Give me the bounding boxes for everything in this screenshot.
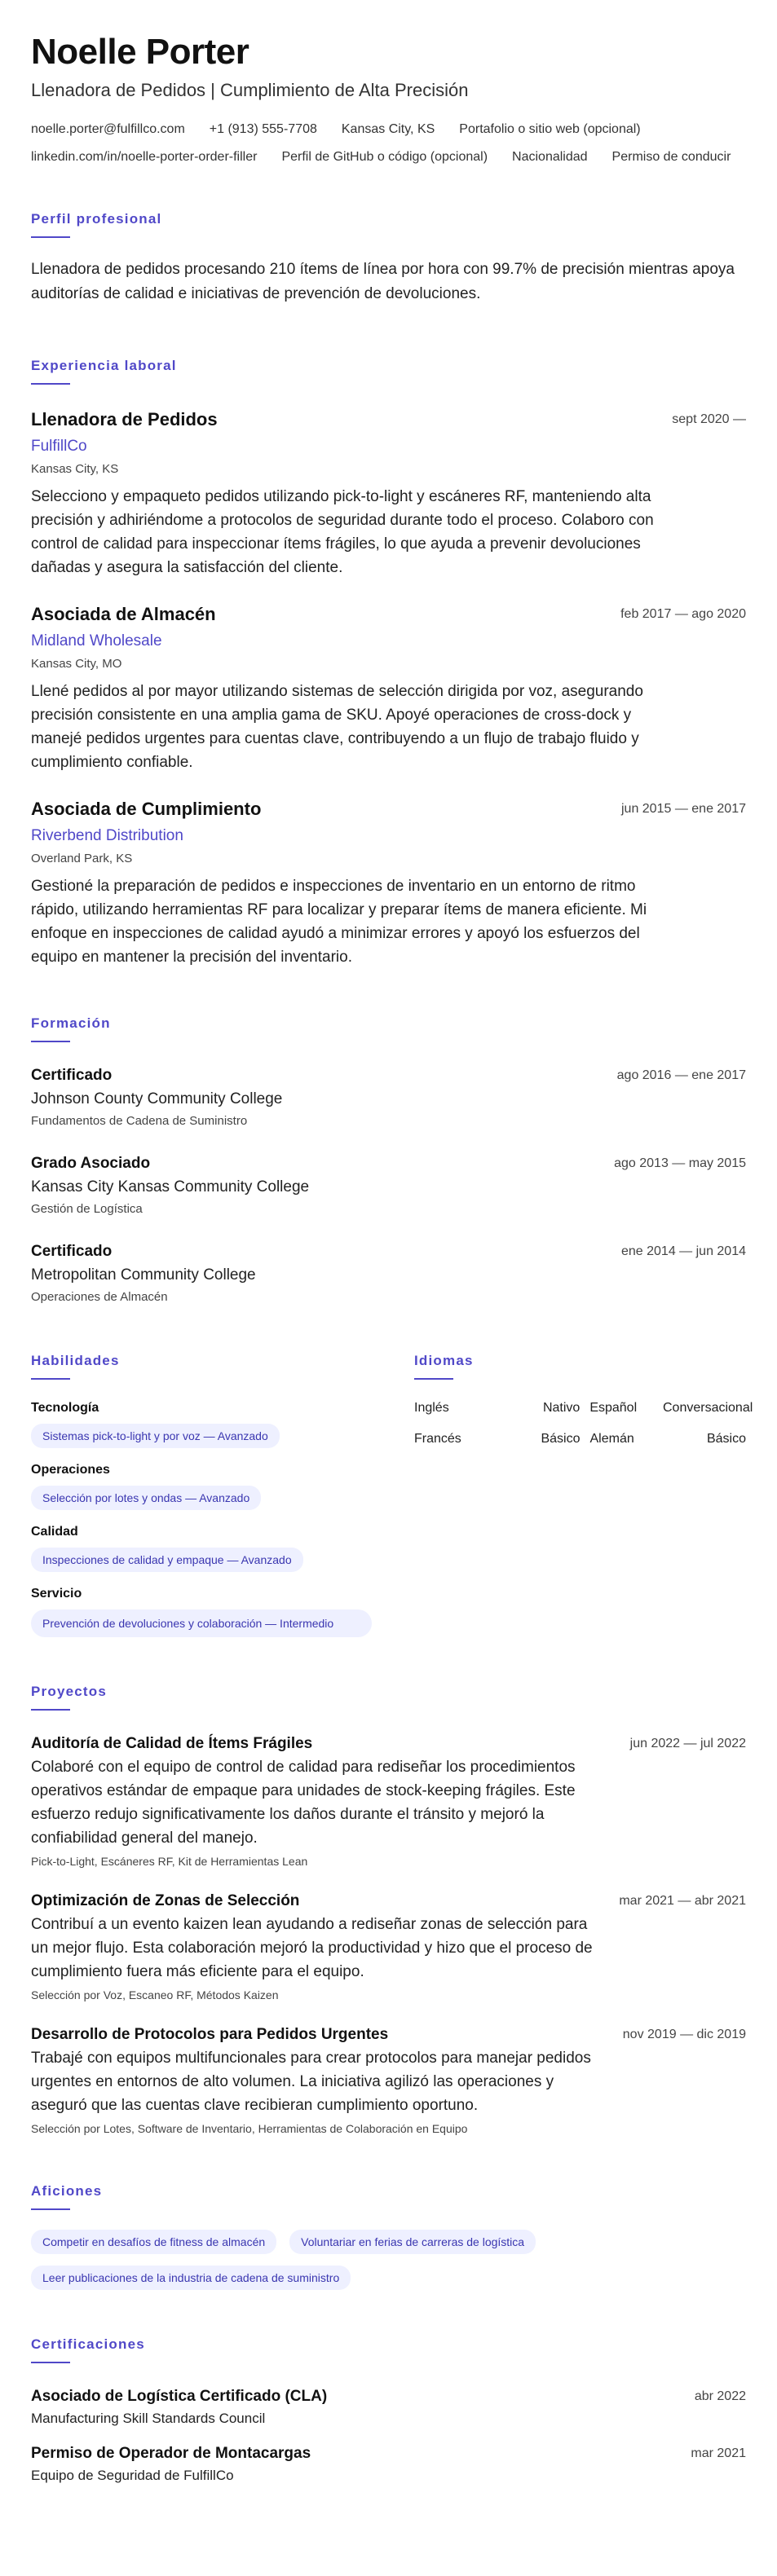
hobbies-section [31, 2182, 746, 2290]
skill-tag: Sistemas pick-to-light y por voz — Avanzado [31, 1424, 280, 1448]
education-degree: Certificado [31, 1243, 113, 1260]
certification-issuer: Equipo de Seguridad de FulfillCo [31, 2468, 234, 2483]
language-row [414, 1399, 753, 1417]
job-company: FulfillCo [31, 438, 87, 455]
certifications-section [31, 2336, 746, 2486]
contact-github[interactable]: Perfil de GitHub o código (opcional) [281, 150, 488, 164]
project-item [31, 2024, 746, 2137]
education-school: Kansas City Kansas Community College [31, 1178, 310, 1196]
education-school: Metropolitan Community College [31, 1266, 256, 1284]
skill-group [31, 1585, 414, 1637]
skill-tag: Prevención de devoluciones y colaboración — Intermedio [31, 1609, 372, 1637]
job-dates: sept 2020 — [672, 412, 746, 426]
section-title-certifications: Certificaciones [31, 2336, 145, 2352]
project-dates: nov 2019 — dic 2019 [622, 2028, 746, 2041]
project-description: Colaboré con el equipo de control de calidad para rediseñar los procedimientos operativos estándar de empaque para unidades de stock-keeping frágiles. Este esfuerzo redujo significativamente los daños durante el tránsito y mejoró la confiabilidad general del manejo. [31, 1759, 576, 1847]
skill-tag: Inspecciones de calidad y empaque — Avanzado [31, 1548, 303, 1572]
education-item [31, 1153, 746, 1218]
education-dates: ago 2016 — ene 2017 [616, 1068, 746, 1082]
hobby-list [31, 2230, 634, 2290]
project-tech: Pick-to-Light, Escáneres RF, Kit de Herramientas Lean [31, 1855, 308, 1868]
project-dates: jun 2022 — jul 2022 [629, 1737, 746, 1750]
skill-group [31, 1461, 414, 1510]
job-title: Asociada de Almacén [31, 604, 216, 624]
skill-category: Operaciones [31, 1463, 110, 1477]
job-description: Gestioné la preparación de pedidos e inspecciones de inventario en un entorno de ritmo rápido, utilizando herramientas RF para localizar y preparar ítems de manera eficiente. Mi enfoque en inspecciones de calidad ayudó a minimizar errores y apoyó los esfuerzos del equipo en mantener la precisión del inventario. [31, 878, 647, 966]
language-level: Básico [706, 1432, 747, 1446]
skill-category: Calidad [31, 1525, 78, 1539]
project-item [31, 1891, 746, 2003]
language-name: Español [589, 1401, 638, 1415]
section-divider [31, 1709, 70, 1711]
job-company: Midland Wholesale [31, 632, 162, 650]
language-name: Francés [414, 1432, 461, 1446]
education-degree: Grado Asociado [31, 1155, 151, 1172]
job-title: Llenadora de Pedidos [31, 409, 218, 429]
language-level: Básico [541, 1432, 581, 1446]
section-title-education: Formación [31, 1015, 111, 1031]
languages-section [414, 1352, 753, 1637]
project-description: Contribuí a un evento kaizen lean ayudando a rediseñar zonas de selección para un mejor flujo. Esta colaboración mejoró la productividad y hizo que el proceso de cumplimiento fuera más eficiente para el equipo. [31, 1916, 593, 1980]
education-item [31, 1065, 746, 1130]
contact-email[interactable]: noelle.porter@fulfillco.com [31, 122, 185, 136]
project-title: Auditoría de Calidad de Ítems Frágiles [31, 1735, 313, 1752]
profile-section [31, 210, 746, 306]
section-divider [414, 1378, 453, 1380]
job-company: Riverbend Distribution [31, 827, 183, 844]
section-title-projects: Proyectos [31, 1684, 108, 1699]
language-row [414, 1430, 746, 1448]
education-field: Fundamentos de Cadena de Suministro [31, 1114, 248, 1128]
contact-nationality: Nacionalidad [512, 150, 588, 164]
section-divider [31, 2362, 70, 2363]
section-divider [31, 1041, 70, 1042]
education-school: Johnson County Community College [31, 1090, 283, 1107]
experience-item [31, 797, 746, 969]
skill-category: Servicio [31, 1587, 82, 1601]
hobby-tag: Competir en desafíos de fitness de almacén [31, 2230, 276, 2254]
job-dates: feb 2017 — ago 2020 [620, 607, 746, 621]
job-dates: jun 2015 — ene 2017 [620, 802, 746, 816]
experience-item [31, 602, 746, 774]
certification-item [31, 2386, 746, 2428]
skill-tag: Selección por lotes y ondas — Avanzado [31, 1486, 261, 1510]
job-location: Kansas City, MO [31, 657, 122, 671]
certification-date: abr 2022 [694, 2389, 746, 2403]
language-name: Alemán [589, 1432, 634, 1446]
education-section [31, 1015, 746, 1306]
skill-group [31, 1523, 414, 1572]
certification-date: mar 2021 [691, 2446, 746, 2460]
certification-item [31, 2443, 746, 2486]
project-item [31, 1733, 746, 1869]
projects-section [31, 1683, 746, 2137]
profile-summary: Llenadora de pedidos procesando 210 ítems de línea por hora con 99.7% de precisión mientras apoya auditorías de calidad e iniciativas de prevención de devoluciones. [31, 261, 735, 302]
section-title-experience: Experiencia laboral [31, 358, 177, 373]
contact-list [31, 121, 746, 166]
job-description: Selecciono y empaqueto pedidos utilizando pick-to-light y escáneres RF, manteniendo alta precisión y adhiriéndome a protocolos de seguridad durante todo el proceso. Colaboro con control de calidad para inspeccionar ítems frágiles, lo que ayuda a prevenir devoluciones dañadas y asegura la satisfacción del cliente. [31, 488, 654, 576]
certification-issuer: Manufacturing Skill Standards Council [31, 2411, 266, 2426]
skills-section [31, 1352, 414, 1637]
experience-section [31, 357, 746, 969]
education-item [31, 1241, 746, 1306]
skill-category: Tecnología [31, 1401, 99, 1415]
experience-item [31, 407, 746, 579]
contact-linkedin[interactable]: linkedin.com/in/noelle-porter-order-filler [31, 150, 258, 164]
project-title: Optimización de Zonas de Selección [31, 1892, 300, 1909]
job-title: Asociada de Cumplimiento [31, 799, 262, 819]
language-level: Conversacional [663, 1401, 753, 1415]
section-title-skills: Habilidades [31, 1353, 120, 1368]
contact-location: Kansas City, KS [341, 122, 435, 136]
language-name: Inglés [414, 1401, 449, 1415]
project-description: Trabajé con equipos multifuncionales para crear protocolos para manejar pedidos urgentes en entornos de alto volumen. La iniciativa agilizó las operaciones y aseguró que las cuentas clave recibieran cumplimiento oportuno. [31, 2050, 591, 2114]
certification-name: Asociado de Logística Certificado (CLA) [31, 2388, 328, 2405]
section-divider [31, 383, 70, 385]
candidate-headline: Llenadora de Pedidos | Cumplimiento de Alta Precisión [31, 80, 469, 100]
section-title-profile: Perfil profesional [31, 211, 162, 227]
certification-name: Permiso de Operador de Montacargas [31, 2445, 311, 2462]
candidate-name: Noelle Porter [31, 32, 249, 72]
contact-driving-license: Permiso de conducir [611, 150, 731, 164]
section-title-hobbies: Aficiones [31, 2183, 103, 2199]
project-dates: mar 2021 — abr 2021 [619, 1894, 746, 1908]
project-tech: Selección por Lotes, Software de Inventario, Herramientas de Colaboración en Equipo [31, 2122, 468, 2135]
project-title: Desarrollo de Protocolos para Pedidos Urgentes [31, 2026, 389, 2043]
hobby-tag: Voluntariar en ferias de carreras de logística [289, 2230, 536, 2254]
skill-group [31, 1399, 414, 1448]
hobby-tag: Leer publicaciones de la industria de cadena de suministro [31, 2266, 351, 2290]
job-location: Overland Park, KS [31, 852, 133, 865]
section-title-languages: Idiomas [414, 1353, 474, 1368]
education-degree: Certificado [31, 1067, 113, 1084]
skills-languages-row [31, 1352, 753, 1637]
section-divider [31, 1378, 70, 1380]
job-description: Llené pedidos al por mayor utilizando sistemas de selección dirigida por voz, asegurando precisión consistente en una amplia gama de SKU. Apoyé operaciones de cross-dock y manejé pedidos urgentes para cuentas clave, contribuyendo a un flujo de trabajo fluido y cumplimiento confiable. [31, 683, 643, 771]
project-tech: Selección por Voz, Escaneo RF, Métodos Kaizen [31, 1988, 279, 2001]
language-level: Nativo [542, 1401, 581, 1415]
section-divider [31, 236, 70, 238]
education-field: Operaciones de Almacén [31, 1290, 168, 1304]
section-divider [31, 2208, 70, 2210]
contact-phone[interactable]: +1 (913) 555-7708 [209, 122, 317, 136]
job-location: Kansas City, KS [31, 462, 119, 476]
education-dates: ago 2013 — may 2015 [614, 1156, 746, 1170]
resume-header [31, 31, 746, 166]
contact-portfolio[interactable]: Portafolio o sitio web (opcional) [459, 122, 641, 136]
education-field: Gestión de Logística [31, 1202, 143, 1216]
education-dates: ene 2014 — jun 2014 [620, 1244, 746, 1258]
